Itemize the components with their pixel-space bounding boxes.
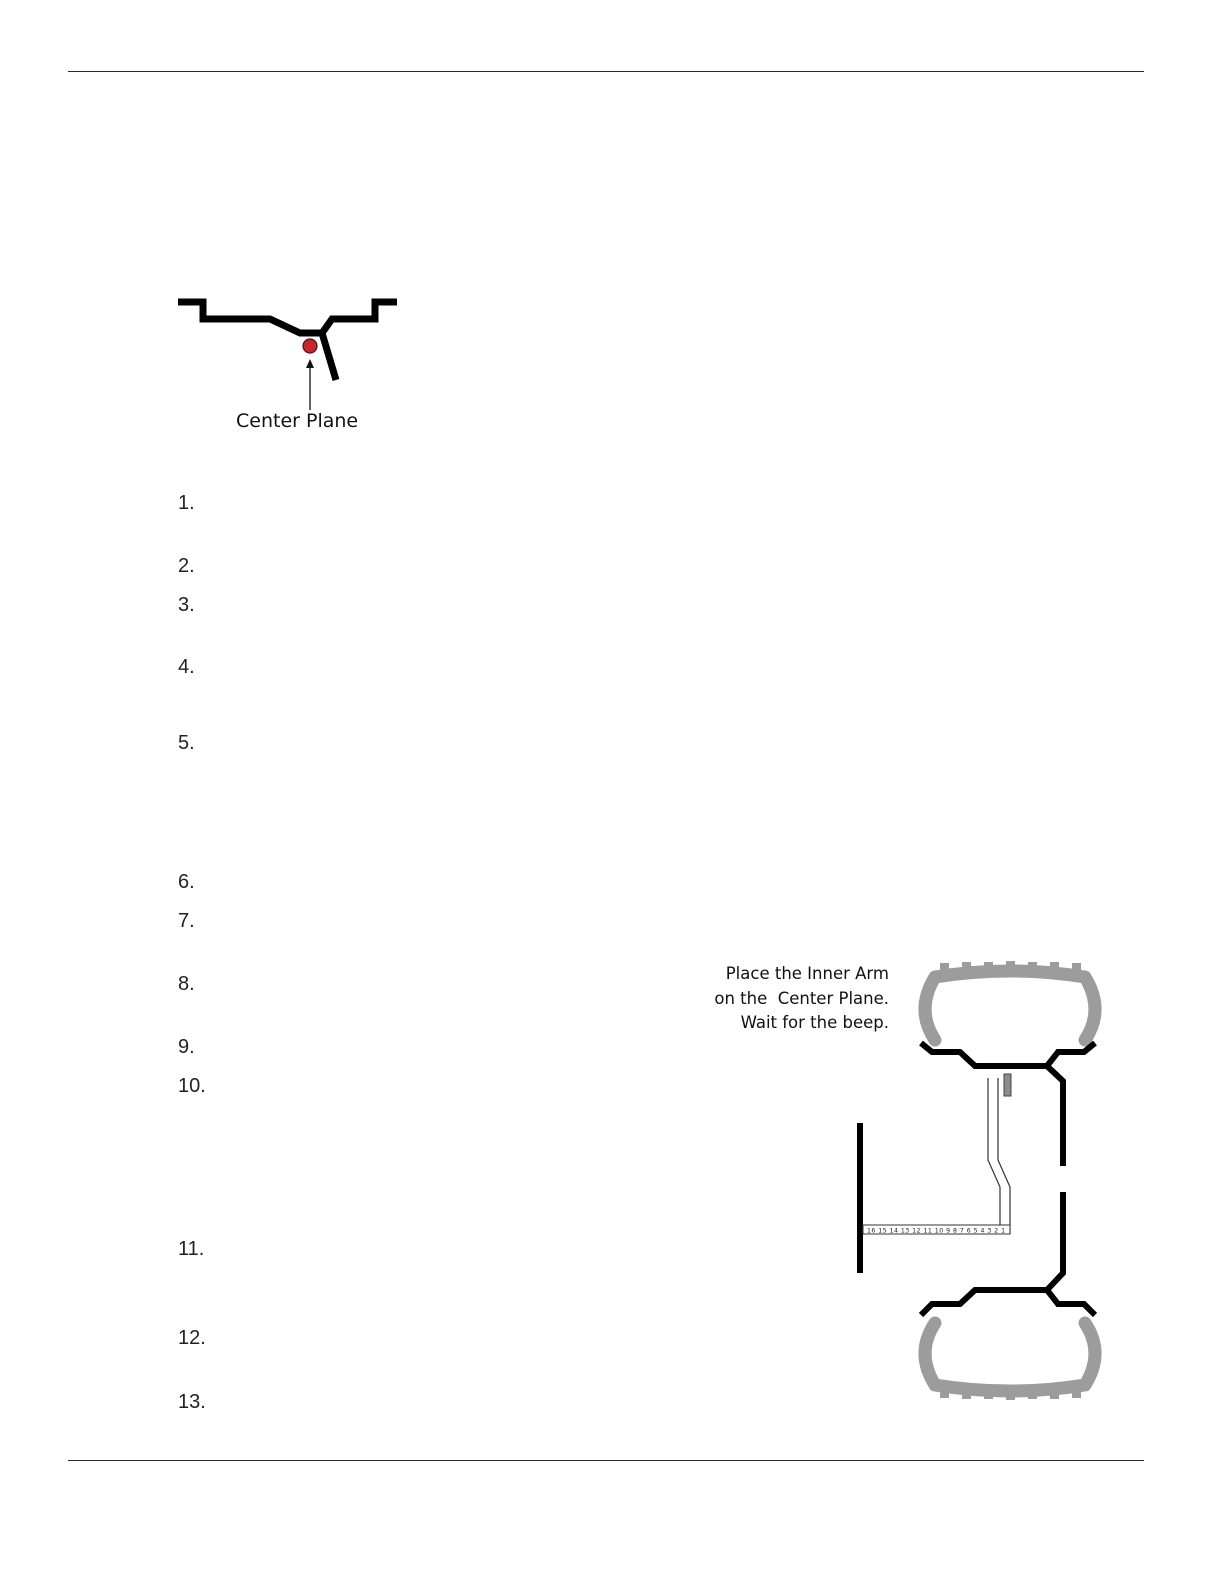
step-number: 2. bbox=[178, 555, 195, 577]
step-number: 8. bbox=[178, 973, 195, 995]
center-plane-label: Center Plane bbox=[236, 410, 359, 432]
caption-line: Place the Inner Arm bbox=[725, 964, 889, 983]
step-number: 6. bbox=[178, 871, 195, 893]
wheel-spoke bbox=[322, 333, 336, 380]
upper-rim bbox=[921, 1043, 1095, 1066]
lower-tire bbox=[925, 1323, 1095, 1391]
arrow-head-icon bbox=[306, 359, 314, 368]
inner-arm-caption bbox=[700, 962, 889, 1036]
step-number: 4. bbox=[178, 656, 195, 678]
inner-arm-tip bbox=[1004, 1074, 1011, 1096]
step-number: 3. bbox=[178, 594, 195, 616]
step-number: 12. bbox=[178, 1327, 206, 1349]
step-number: 11. bbox=[178, 1238, 205, 1260]
center-plane-dot bbox=[303, 339, 317, 353]
wheel-rim-profile bbox=[178, 302, 397, 333]
caption-line: on the Center Plane. bbox=[714, 988, 889, 1008]
step-number: 1. bbox=[178, 492, 195, 514]
upper-tire bbox=[925, 971, 1095, 1040]
step-number: 10. bbox=[178, 1075, 206, 1097]
step-number: 9. bbox=[178, 1036, 195, 1058]
step-number: 7. bbox=[178, 910, 195, 932]
lower-spoke bbox=[1047, 1192, 1063, 1290]
lower-rim bbox=[921, 1290, 1095, 1315]
step-number: 5. bbox=[178, 732, 195, 754]
upper-spoke bbox=[1047, 1066, 1063, 1166]
footer-rule bbox=[68, 1460, 1144, 1461]
ruler-scale: 16 15 14 13 12 11 10 9 8 7 6 5 4 3 2 1 bbox=[867, 1227, 1005, 1235]
caption-line: Wait for the beep. bbox=[740, 1013, 889, 1032]
step-number: 13. bbox=[178, 1391, 206, 1413]
header-rule bbox=[68, 71, 1144, 72]
